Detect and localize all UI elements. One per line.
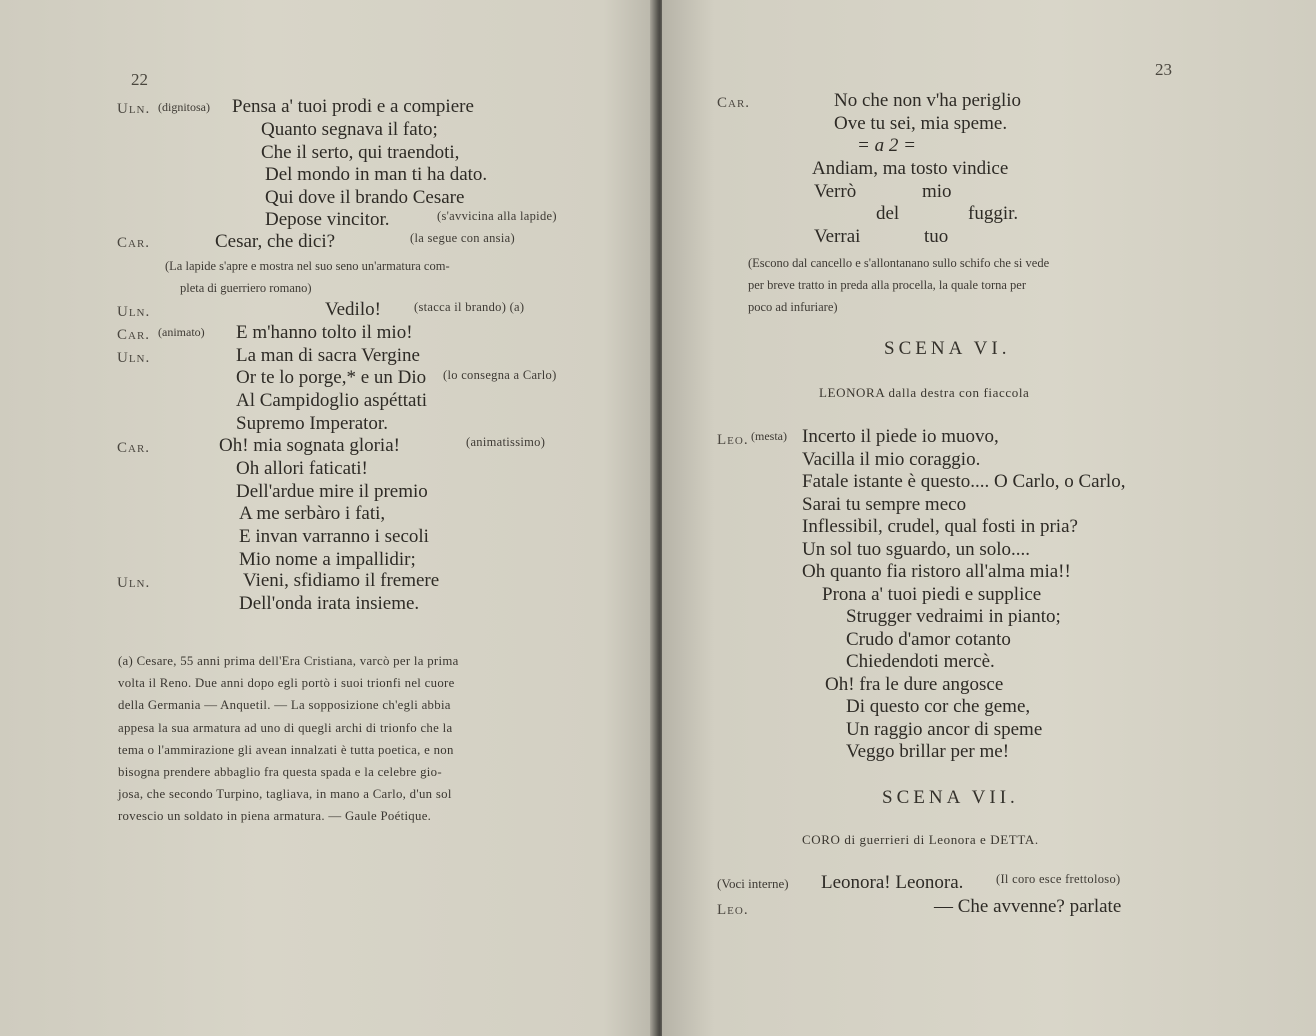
verse-line: Oh quanto fia ristoro all'alma mia!! — [802, 561, 1071, 582]
verse-line: Oh! mia sognata gloria! — [219, 435, 400, 456]
speaker-label: Uln. — [117, 350, 151, 366]
verse-line: Pensa a' tuoi prodi e a compiere — [232, 96, 474, 117]
footnote-line: appesa la sua armatura ad uno di quegli archi di trionfo che la — [118, 720, 453, 735]
left-page — [0, 0, 656, 1036]
page-number: 23 — [1155, 60, 1172, 79]
footnote-line: (a) Cesare, 55 anni prima dell'Era Cristiana, varcò per la prima — [118, 654, 459, 668]
footnote — [118, 650, 594, 828]
stage-direction-block — [748, 252, 1049, 318]
speaker-label: Car. — [117, 440, 151, 456]
stage-direction: (mesta) — [751, 429, 787, 443]
stage-direction: (dignitosa) — [158, 100, 210, 114]
verse-line: Veggo brillar per me! — [846, 741, 1010, 762]
speaker-label: Leo. — [717, 432, 749, 448]
verse-line: Verrai — [814, 226, 861, 247]
verse-line: Or te lo porge,* e un Dio — [236, 367, 427, 388]
stage-direction: (la segue con ansia) — [410, 231, 515, 245]
verse-line: del — [876, 203, 900, 224]
stage-direction: (animatissimo) — [466, 435, 546, 449]
verse-line: tuo — [924, 226, 949, 247]
verse-line: Del mondo in man ti ha dato. — [265, 164, 488, 185]
speaker-label: Car. — [717, 95, 751, 111]
verse-line: Leonora! Leonora. — [821, 872, 964, 893]
verse-line: mio — [922, 181, 952, 202]
scene-cast: LEONORA dalla destra con fiaccola — [819, 385, 1030, 400]
verse-line: Un sol tuo sguardo, un solo.... — [802, 539, 1030, 560]
verse-line: Chiedendoti mercè. — [846, 651, 995, 672]
verse-line: Dell'ardue mire il premio — [236, 481, 428, 502]
verse-line: Vieni, sfidiamo il fremere — [243, 570, 440, 591]
speaker-label: Car. — [117, 235, 151, 251]
stage-direction-block — [165, 255, 450, 299]
verse-line: fuggir. — [968, 203, 1019, 224]
verse-line: Dell'onda irata insieme. — [239, 593, 420, 614]
verse-line: No che non v'ha periglio — [834, 90, 1022, 111]
speaker-label: Uln. — [117, 575, 151, 591]
verse-line: Vacilla il mio coraggio. — [802, 449, 981, 470]
verse-line: Vedilo! — [325, 299, 381, 320]
verse-line: Oh allori faticati! — [236, 458, 368, 479]
verse-line: Oh! fra le dure angosce — [825, 674, 1004, 695]
stage-direction: (Il coro esce frettoloso) — [996, 872, 1121, 886]
verse-line: E m'hanno tolto il mio! — [236, 322, 413, 343]
verse-line: Depose vincitor. — [265, 209, 390, 230]
verse-line: Ove tu sei, mia speme. — [834, 113, 1008, 134]
stage-line: poco ad infuriare) — [748, 300, 838, 314]
stage-line: (La lapide s'apre e mostra nel suo seno un'armatura com- — [165, 259, 450, 273]
right-page — [662, 0, 1316, 1036]
verse-line: E invan varranno i secoli — [239, 526, 429, 547]
verse-line: Un raggio ancor di speme — [846, 719, 1043, 740]
footnote-line: josa, che secondo Turpino, tagliava, in mano a Carlo, d'un sol — [118, 787, 452, 802]
stage-direction: (lo consegna a Carlo) — [443, 368, 557, 382]
verse-line: Inflessibil, crudel, qual fosti in pria? — [802, 516, 1078, 537]
verse-line: Mio nome a impallidir; — [239, 549, 416, 570]
page-number: 22 — [131, 70, 148, 89]
verse-line: Prona a' tuoi piedi e supplice — [822, 584, 1042, 605]
verse-line: Al Campidoglio aspéttati — [236, 390, 428, 411]
stage-line: per breve tratto in preda alla procella, la quale torna per — [748, 278, 1026, 292]
verse-line: Crudo d'amor cotanto — [846, 629, 1011, 650]
speaker-label: Car. — [117, 327, 151, 343]
footnote-line: volta il Reno. Due anni dopo egli portò i suoi trionfi nel cuore — [118, 676, 455, 691]
speaker-label: Leo. — [717, 902, 749, 918]
footnote-line: bisogna prendere abbaglio fra questa spada e la celebre gio- — [118, 765, 442, 780]
verse-line: Fatale istante è questo.... O Carlo, o Carlo, — [802, 471, 1126, 492]
stage-line: (Escono dal cancello e s'allontanano sullo schifo che si vede — [748, 256, 1050, 270]
stage-direction: (s'avvicina alla lapide) — [437, 209, 557, 223]
verse-line: Strugger vedraimi in pianto; — [846, 606, 1061, 627]
verse-line: Andiam, ma tosto vindice — [812, 158, 1009, 179]
scene-heading: SCENA VII. — [882, 787, 1019, 808]
stage-direction: (stacca il brando) (a) — [414, 300, 525, 314]
verse-line: A me serbàro i fati, — [239, 503, 386, 524]
stage-direction: (animato) — [158, 325, 205, 339]
stage-line: pleta di guerriero romano) — [180, 281, 312, 295]
verse-line: Incerto il piede io muovo, — [802, 426, 999, 447]
a-due-marker: = a 2 = — [857, 135, 916, 156]
verse-line: Che il serto, qui traendoti, — [261, 142, 460, 163]
footnote-line: rovescio un soldato in piena armatura. — Gaule Poétique. — [118, 809, 432, 824]
verse-line: — Che avvenne? parlate — [934, 896, 1122, 917]
verse-line: Di questo cor che geme, — [846, 696, 1031, 717]
speaker-label: Uln. — [117, 304, 151, 320]
stage-direction: (Voci interne) — [717, 876, 789, 891]
verse-line: Cesar, che dici? — [215, 231, 336, 252]
speaker-label: Uln. — [117, 101, 151, 117]
verse-line: La man di sacra Vergine — [236, 345, 420, 366]
verse-line: Verrò — [814, 181, 857, 202]
verse-line: Sarai tu sempre meco — [802, 494, 967, 515]
verse-line: Qui dove il brando Cesare — [265, 187, 465, 208]
footnote-line: della Germania — Anquetil. — La sopposizione ch'egli abbia — [118, 698, 451, 713]
scene-cast: CORO di guerrieri di Leonora e DETTA. — [802, 832, 1039, 847]
footnote-line: tema o l'ammirazione gli avean innalzati è tutta poetica, e non — [118, 742, 454, 757]
verse-line: Quanto segnava il fato; — [261, 119, 438, 140]
verse-line: Supremo Imperator. — [236, 413, 388, 434]
scene-heading: SCENA VI. — [884, 338, 1011, 359]
